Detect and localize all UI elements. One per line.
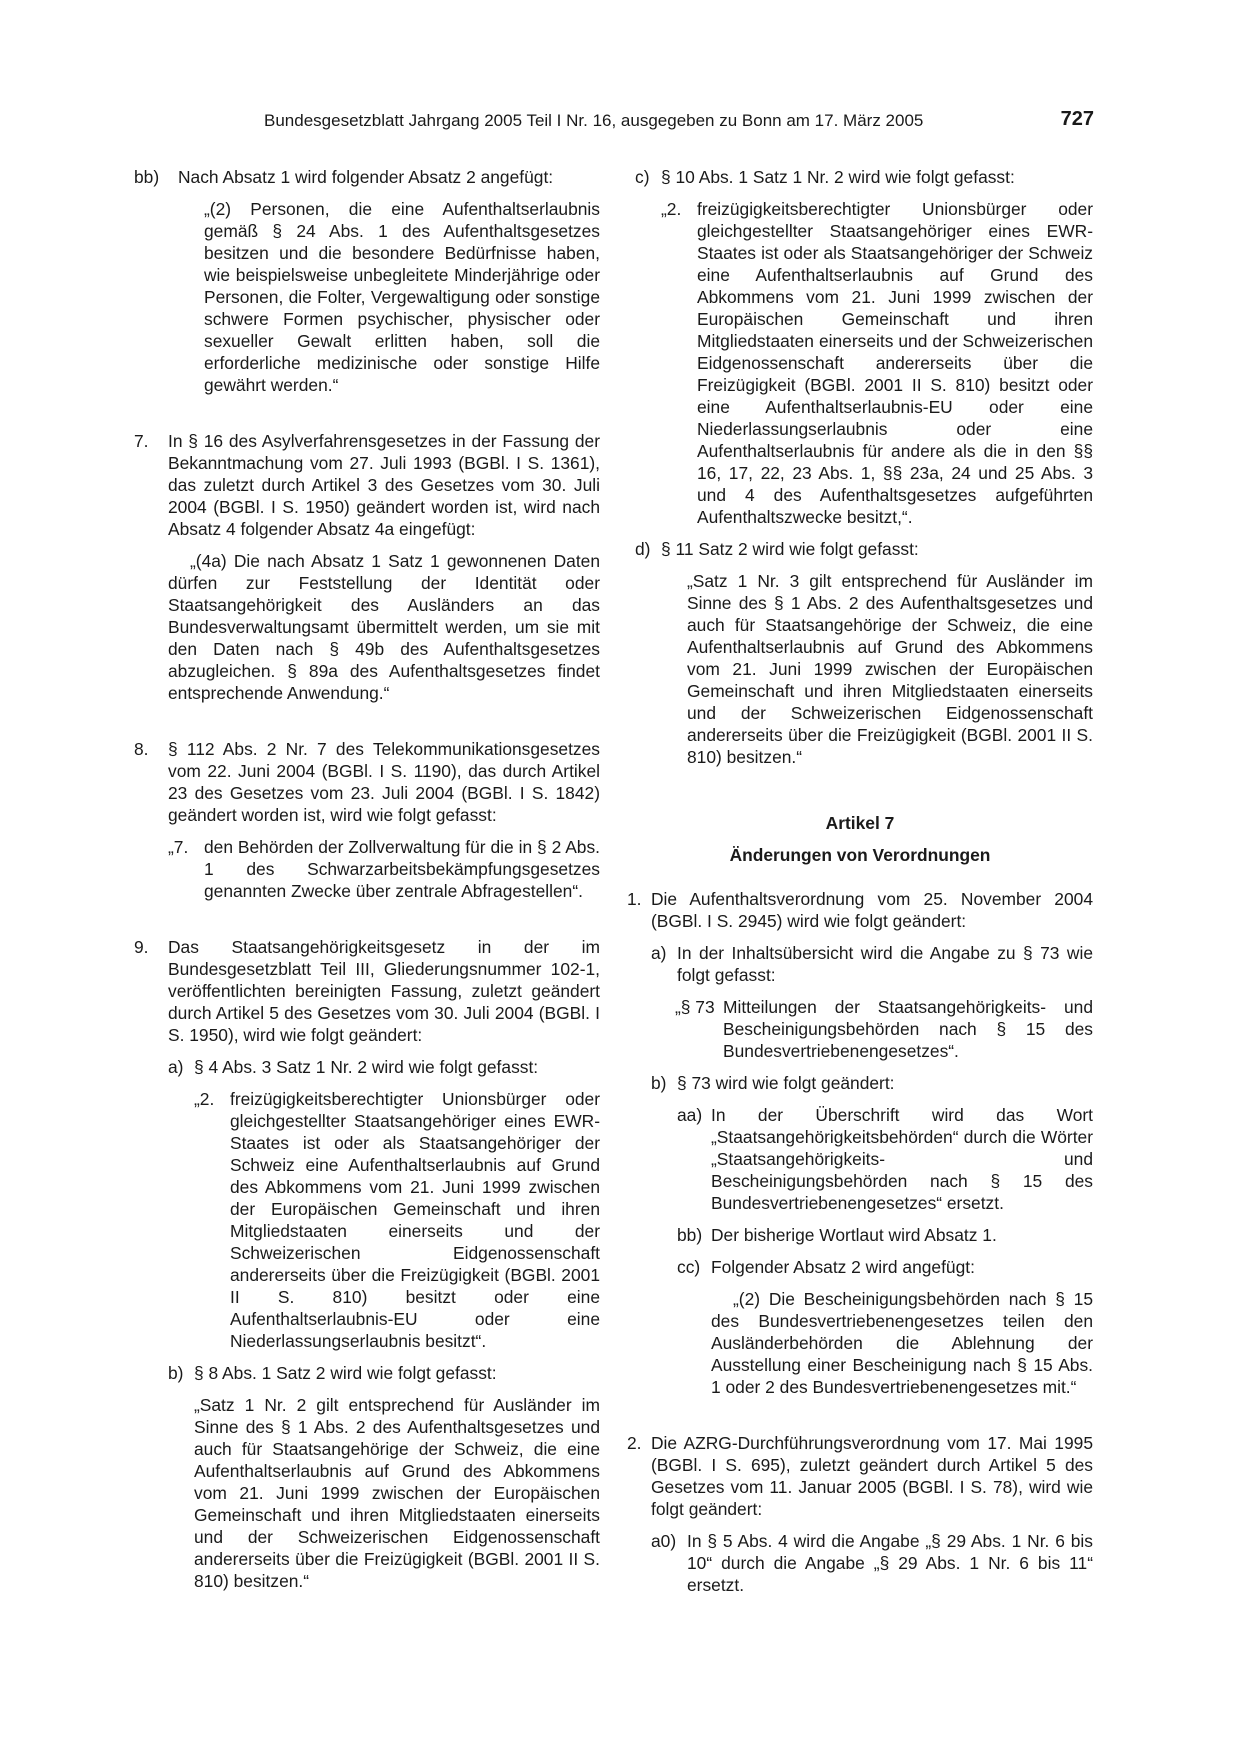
item-label: aa) (677, 1105, 703, 1125)
left-column (134, 166, 600, 1592)
quote-text: „(2) Die Bescheinigungsbehörden nach § 15 des Bundesvertriebenengesetzes teilen den Ausländerbehörden die Ablehnung der Ausstellung einer Bescheinigung nach § 15 Abs. 1 oder 2 des Bundesvertriebenengesetzes mit.“ (711, 1289, 1093, 1397)
item-9 (134, 936, 600, 1046)
item-label: cc) (677, 1257, 701, 1277)
item-label: 2. (627, 1433, 642, 1453)
quote-text: freizügigkeitsberechtigter Unionsbürger oder gleichgestellter Staatsangehöriger eines EWR-Staates ist oder als Staatsangehöriger der Schweiz eine Aufenthaltserlaubnis auf Grund des Abkommens vom 21. Juni 1999 zwischen der Europäischen Gemeinschaft und ihren Mitgliedstaaten einerseits und der Schweizerischen Eidgenossenschaft andererseits über die Freizügigkeit (BGBl. 2001 II S. 810) besitzt oder eine Aufenthaltserlaubnis-EU oder eine Niederlassungserlaubnis besitzt“. (230, 1089, 600, 1351)
item-d (627, 538, 1093, 560)
quote-block (134, 1088, 600, 1352)
item-c (627, 166, 1093, 188)
running-header (0, 110, 1244, 136)
item-7 (134, 430, 600, 540)
item-1b-aa (627, 1104, 1093, 1214)
item-label: c) (635, 167, 650, 187)
item-9b (134, 1362, 600, 1384)
quote-text: freizügigkeitsberechtigter Unionsbürger oder gleichgestellter Staatsangehöriger eines EWR-Staates ist oder als Staatsangehöriger der Schweiz eine Aufenthaltserlaubnis auf Grund des Abkommens vom 21. Juni 1999 zwischen der Europäischen Gemeinschaft und ihren Mitgliedstaaten einerseits und der Schweizerischen Eidgenossenschaft andererseits über die Freizügigkeit (BGBl. 2001 II S. 810) besitzt oder eine Aufenthaltserlaubnis-EU oder eine Niederlassungserlaubnis oder eine Aufenthaltserlaubnis für andere als die in den §§ 16, 17, 22, 23 Abs. 1, §§ 23a, 24 und 25 Abs. 3 und 4 des Aufenthaltsgesetzes aufgeführten Aufenthaltszwecke besitzt,“. (697, 199, 1093, 527)
quote-block (134, 198, 600, 396)
quote-text: Mitteilungen der Staatsangehörigkeits- und Bescheinigungsbehörden nach § 15 des Bundesvertriebenengesetzes“. (723, 997, 1093, 1061)
item-text: Das Staatsangehörigkeitsgesetz in der im Bundesgesetzblatt Teil III, Gliederungsnummer 102-1, veröffentlichten bereinigten Fassung, zuletzt geändert durch Artikel 5 des Gesetzes vom 30. Juli 2004 (BGBl. I S. 1950), wird wie folgt geändert: (168, 937, 600, 1045)
quote-label: „2. (661, 199, 682, 219)
item-text: § 4 Abs. 3 Satz 1 Nr. 2 wird wie folgt gefasst: (194, 1057, 539, 1077)
item-text: § 73 wird wie folgt geändert: (677, 1073, 895, 1093)
item-text: Nach Absatz 1 wird folgender Absatz 2 angefügt: (178, 167, 554, 187)
item-label: a) (651, 943, 667, 963)
quote-label: „§ 73 (675, 997, 715, 1017)
item-label: bb) (677, 1225, 703, 1245)
quote-text: „Satz 1 Nr. 3 gilt entsprechend für Ausländer im Sinne des § 1 Abs. 2 des Aufenthaltsgesetzes und auch für Staatsangehörige der Schweiz, die eine Aufenthaltserlaubnis auf Grund des Abkommens vom 21. Juni 1999 zwischen der Europäischen Gemeinschaft und ihren Mitgliedstaaten einerseits und der Schweizerischen Eidgenossenschaft andererseits über die Freizügigkeit (BGBl. 2001 II S. 810) besitzen.“ (687, 571, 1093, 767)
running-title: Bundesgesetzblatt Jahrgang 2005 Teil I Nr. 16, ausgegeben zu Bonn am 17. März 2005 (264, 111, 924, 130)
item-label: a0) (651, 1531, 677, 1551)
item-1b-cc (627, 1256, 1093, 1278)
item-label: 1. (627, 889, 642, 909)
quote-label: „7. (168, 837, 189, 857)
item-1b (627, 1072, 1093, 1094)
item-text: § 8 Abs. 1 Satz 2 wird wie folgt gefasst: (194, 1363, 497, 1383)
quote-text: den Behörden der Zollverwaltung für die in § 2 Abs. 1 des Schwarzarbeitsbekämpfungsgesetzes genannten Zwecke über zentrale Abfragestellen“. (204, 837, 600, 901)
item-text: In § 5 Abs. 4 wird die Angabe „§ 29 Abs. 1 Nr. 6 bis 10“ durch die Angabe „§ 29 Abs. 1 Nr. 6 bis 11“ ersetzt. (687, 1531, 1093, 1595)
quote-text: „Satz 1 Nr. 2 gilt entsprechend für Ausländer im Sinne des § 1 Abs. 2 des Aufenthaltsgesetzes und auch für Staatsangehörige der Schweiz, die eine Aufenthaltserlaubnis auf Grund des Abkommens vom 21. Juni 1999 zwischen der Europäischen Gemeinschaft und ihren Mitgliedstaaten einerseits und der Schweizerischen Eidgenossenschaft andererseits über die Freizügigkeit (BGBl. 2001 II S. 810) besitzen.“ (194, 1395, 600, 1591)
item-text: Folgender Absatz 2 wird angefügt: (711, 1257, 975, 1277)
item-2 (627, 1432, 1093, 1520)
quote-label: „2. (194, 1089, 215, 1109)
item-1b-bb (627, 1224, 1093, 1246)
quote-block (134, 836, 600, 902)
item-label: 7. (134, 431, 149, 451)
item-text: § 11 Satz 2 wird wie folgt gefasst: (661, 539, 919, 559)
item-1 (627, 888, 1093, 932)
item-label: d) (635, 539, 651, 559)
item-9a (134, 1056, 600, 1078)
item-text: § 10 Abs. 1 Satz 1 Nr. 2 wird wie folgt gefasst: (661, 167, 1015, 187)
item-bb (134, 166, 600, 188)
item-2-a0 (627, 1530, 1093, 1596)
item-text: Der bisherige Wortlaut wird Absatz 1. (711, 1225, 997, 1245)
item-8 (134, 738, 600, 826)
item-label: 9. (134, 937, 149, 957)
quote-block (134, 550, 600, 704)
article-title: Artikel 7 (825, 813, 895, 833)
item-label: b) (651, 1073, 667, 1093)
item-text: Die Aufenthaltsverordnung vom 25. November 2004 (BGBl. I S. 2945) wird wie folgt geändert: (651, 889, 1093, 931)
quote-text: „(2) Personen, die eine Aufenthaltserlaubnis gemäß § 24 Abs. 1 des Aufenthaltsgesetzes besitzen und die besondere Bedürfnisse haben, wie beispielsweise unbegleitete Minderjährige oder Personen, die Folter, Vergewaltigung oder sonstige schwere Formen psychischer, physischer oder sexueller Gewalt erlitten haben, soll die erforderliche medizinische oder sonstige Hilfe gewährt werden.“ (204, 199, 600, 395)
item-1a (627, 942, 1093, 986)
quote-block (627, 1288, 1093, 1398)
item-text: In § 16 des Asylverfahrensgesetzes in der Fassung der Bekanntmachung vom 27. Juli 1993 (BGBl. I S. 1361), das zuletzt durch Artikel 3 des Gesetzes vom 30. Juli 2004 (BGBl. I S. 1950) geändert worden ist, wird nach Absatz 4 folgender Absatz 4a eingefügt: (168, 431, 600, 539)
item-label: a) (168, 1057, 184, 1077)
quote-block (627, 198, 1093, 528)
item-text: Die AZRG-Durchführungsverordnung vom 17. Mai 1995 (BGBl. I S. 695), zuletzt geändert durch Artikel 5 des Gesetzes vom 11. Januar 2005 (BGBl. I S. 78), wird wie folgt geändert: (651, 1433, 1093, 1519)
page-number: 727 (1060, 108, 1094, 130)
item-text: § 112 Abs. 2 Nr. 7 des Telekommunikationsgesetzes vom 22. Juni 2004 (BGBl. I S. 1190), das durch Artikel 23 des Gesetzes vom 23. Juli 2004 (BGBl. I S. 1842) geändert worden ist, wird wie folgt gefasst: (168, 739, 600, 825)
quote-block (134, 1394, 600, 1592)
quote-block (627, 996, 1093, 1062)
item-label: 8. (134, 739, 149, 759)
quote-text: „(4a) Die nach Absatz 1 Satz 1 gewonnenen Daten dürfen zur Feststellung der Identität oder Staatsangehörigkeit des Ausländers an das Bundesverwaltungsamt übermittelt werden, um sie mit den Daten nach § 49b des Aufenthaltsgesetzes abzugleichen. § 89a des Aufenthaltsgesetzes findet entsprechende Anwendung.“ (168, 551, 600, 703)
right-column (627, 166, 1093, 1596)
quote-block (627, 570, 1093, 768)
item-label: b) (168, 1363, 184, 1383)
item-text: In der Inhaltsübersicht wird die Angabe zu § 73 wie folgt gefasst: (677, 943, 1093, 985)
item-text: In der Überschrift wird das Wort „Staatsangehörigkeitsbehörden“ durch die Wörter „Staatsangehörigkeits- und Bescheinigungsbehörden nach § 15 des Bundesvertriebenengesetzes“ ersetzt. (711, 1105, 1093, 1213)
item-label: bb) (134, 167, 160, 187)
article-subtitle: Änderungen von Verordnungen (729, 845, 991, 865)
